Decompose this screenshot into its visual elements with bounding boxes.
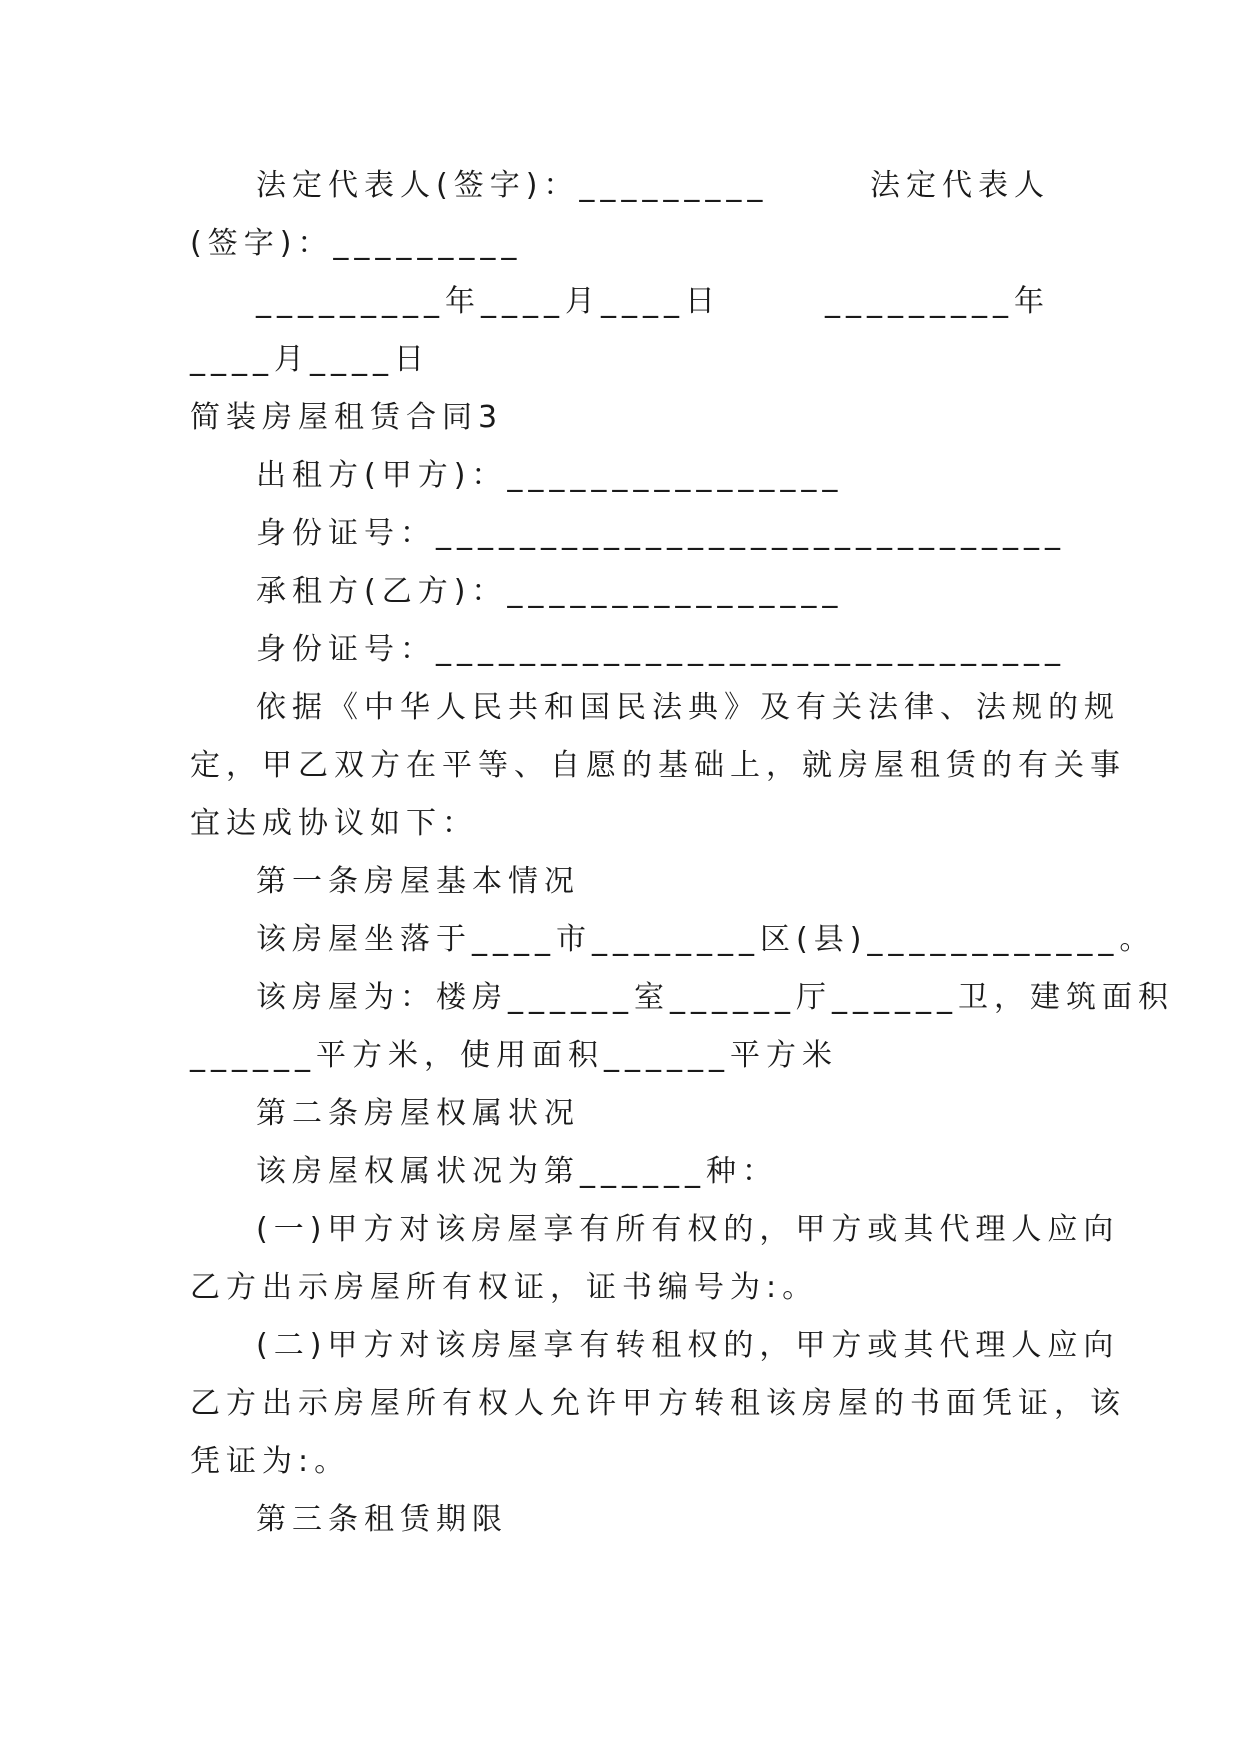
article-2-heading: 第二条房屋权属状况 [256,1096,580,1131]
ownership-option-1-line-2: 乙方出示房屋所有权证，证书编号为:。 [190,1270,819,1305]
article-3-heading: 第三条租赁期限 [256,1502,508,1537]
party-b-year: _________年 [825,284,1050,319]
lessee-id-field: 身份证号：______________________________ [256,632,1066,667]
party-b-representative-label: 法定代表人 [870,168,1050,203]
ownership-option-1-line-1: (一)甲方对该房屋享有所有权的，甲方或其代理人应向 [256,1212,1120,1247]
ownership-option-2-line-3: 凭证为:。 [190,1444,351,1479]
party-a-representative-signature: 法定代表人(签字)：_________ [256,168,769,203]
ownership-option-2-line-2: 乙方出示房屋所有权人允许甲方转租该房屋的书面凭证，该 [190,1386,1126,1421]
lessee-field: 承租方(乙方)：________________ [256,574,844,609]
lessor-field: 出租方(甲方)：________________ [256,458,844,493]
ownership-type: 该房屋权属状况为第______种： [256,1154,778,1189]
lessor-id-field: 身份证号：______________________________ [256,516,1066,551]
party-b-signature-line: (签字)：_________ [190,226,523,261]
property-location: 该房屋坐落于____市________区(县)____________。 [256,922,1156,957]
property-type-line-1: 该房屋为：楼房______室______厅______卫，建筑面积 [256,980,1174,1015]
party-b-month-day: ____月____日 [190,342,430,377]
party-a-date: _________年____月____日 [256,284,721,319]
article-1-heading: 第一条房屋基本情况 [256,864,580,899]
property-type-line-2: ______平方米，使用面积______平方米 [190,1038,838,1073]
preamble-line-3: 宜达成协议如下： [190,806,478,841]
preamble-line-2: 定，甲乙双方在平等、自愿的基础上，就房屋租赁的有关事 [190,748,1126,783]
preamble-line-1: 依据《中华人民共和国民法典》及有关法律、法规的规 [256,690,1120,725]
contract-title: 简装房屋租赁合同3 [190,400,504,435]
ownership-option-2-line-1: (二)甲方对该房屋享有转租权的，甲方或其代理人应向 [256,1328,1120,1363]
